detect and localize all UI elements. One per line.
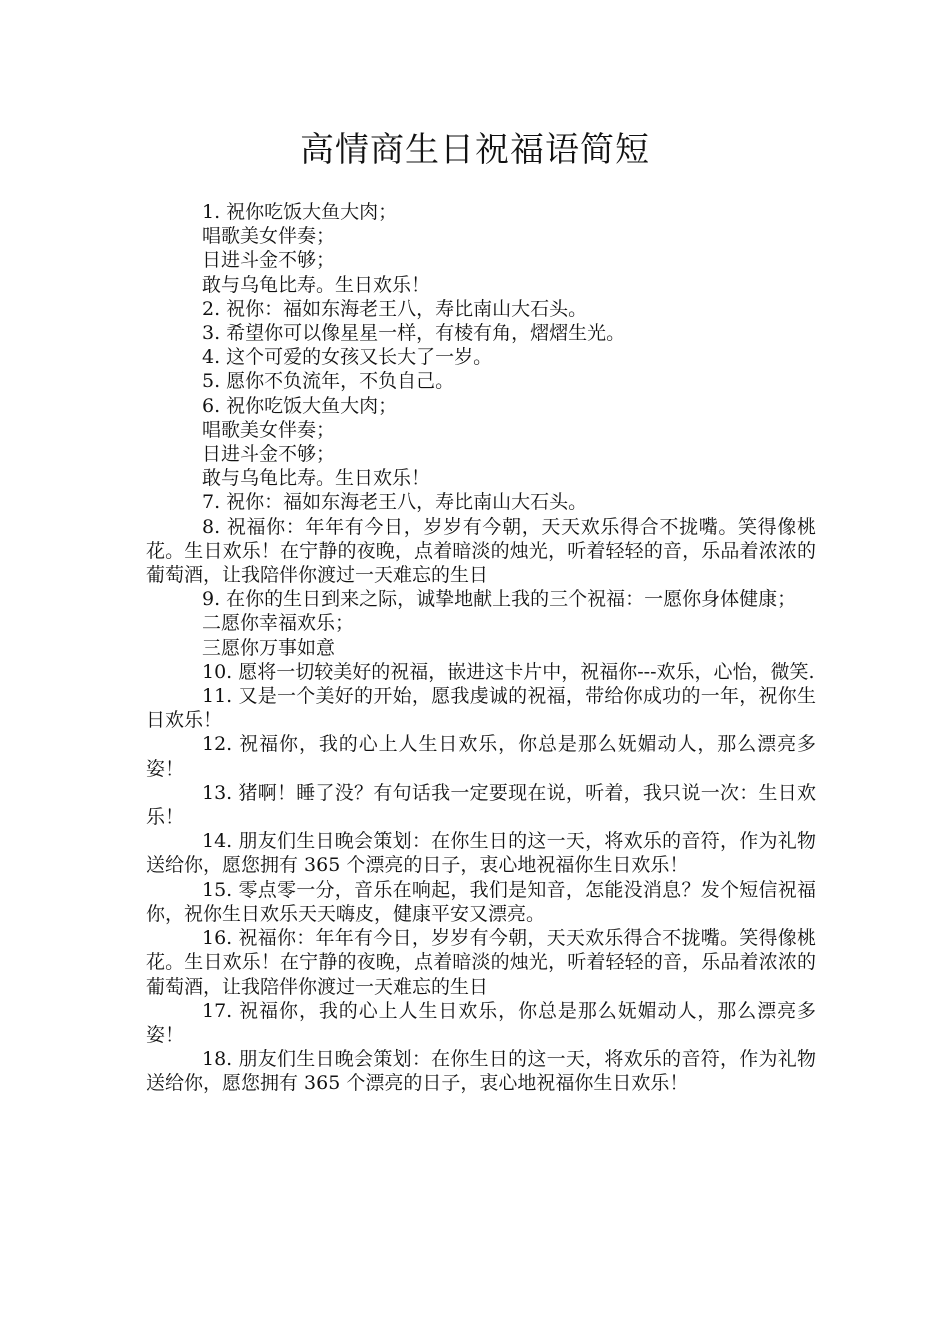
paragraph: 18. 朋友们生日晚会策划：在你生日的这一天，将欢乐的音符，作为礼物送给你，愿您拥有 365 个漂亮的日子，衷心地祝福你生日欢乐！ — [146, 1048, 816, 1095]
paragraph: 9. 在你的生日到来之际，诚挚地献上我的三个祝福：一愿你身体健康； — [202, 588, 797, 611]
document-title: 高情商生日祝福语简短 — [300, 130, 650, 170]
paragraph: 14. 朋友们生日晚会策划：在你生日的这一天，将欢乐的音符，作为礼物送给你，愿您拥有 365 个漂亮的日子，衷心地祝福你生日欢乐！ — [146, 830, 816, 877]
paragraph: 1. 祝你吃饭大鱼大肉； — [202, 201, 398, 223]
paragraph: 唱歌美女伴奏； — [202, 418, 336, 441]
paragraph: 15. 零点零一分，音乐在响起，我们是知音，怎能没消息？发个短信祝福你，祝你生日欢乐天天嗨皮，健康平安又漂亮。 — [146, 878, 816, 925]
paragraph: 二愿你幸福欢乐； — [202, 612, 355, 635]
paragraph: 11. 又是一个美好的开始，愿我虔诚的祝福，带给你成功的一年，祝你生日欢乐！ — [146, 685, 816, 732]
paragraph: 5. 愿你不负流年，不负自己。 — [202, 370, 455, 393]
paragraph: 日进斗金不够； — [202, 443, 336, 466]
paragraph: 17. 祝福你，我的心上人生日欢乐，你总是那么妩媚动人，那么漂亮多姿！ — [146, 999, 816, 1046]
paragraph: 3. 希望你可以像星星一样，有棱有角，熠熠生光。 — [202, 322, 626, 345]
paragraph: 6. 祝你吃饭大鱼大肉； — [202, 394, 398, 417]
paragraph: 7. 祝你：福如东海老王八，寿比南山大石头。 — [202, 491, 588, 514]
paragraph: 日进斗金不够； — [202, 249, 336, 272]
paragraph: 三愿你万事如意 — [202, 636, 336, 659]
document-body — [146, 200, 816, 1096]
paragraph: 敢与乌龟比寿。生日欢乐！ — [202, 273, 431, 296]
paragraph: 敢与乌龟比寿。生日欢乐！ — [202, 467, 431, 490]
paragraph: 12. 祝福你，我的心上人生日欢乐，你总是那么妩媚动人，那么漂亮多姿！ — [146, 733, 816, 780]
paragraph: 8. 祝福你：年年有今日，岁岁有今朝，天天欢乐得合不拢嘴。笑得像桃花。生日欢乐！在宁静的夜晚，点着暗淡的烛光，听着轻轻的音，乐品着浓浓的葡萄酒，让我陪伴你渡过一天难忘的生日 — [146, 515, 816, 587]
paragraph: 4. 这个可爱的女孩又长大了一岁。 — [202, 346, 493, 369]
paragraph: 2. 祝你：福如东海老王八，寿比南山大石头。 — [202, 297, 588, 320]
paragraph: 10. 愿将一切较美好的祝福，嵌进这卡片中，祝福你---欢乐，心怡，微笑. — [202, 660, 815, 683]
paragraph: 16. 祝福你：年年有今日，岁岁有今朝，天天欢乐得合不拢嘴。笑得像桃花。生日欢乐！在宁静的夜晚，点着暗淡的烛光，听着轻轻的音，乐品着浓浓的葡萄酒，让我陪伴你渡过一天难忘的生日 — [146, 927, 816, 998]
paragraph: 13. 猪啊！睡了没？有句话我一定要现在说，听着，我只说一次：生日欢乐！ — [146, 781, 816, 829]
paragraph: 唱歌美女伴奏； — [202, 225, 336, 248]
